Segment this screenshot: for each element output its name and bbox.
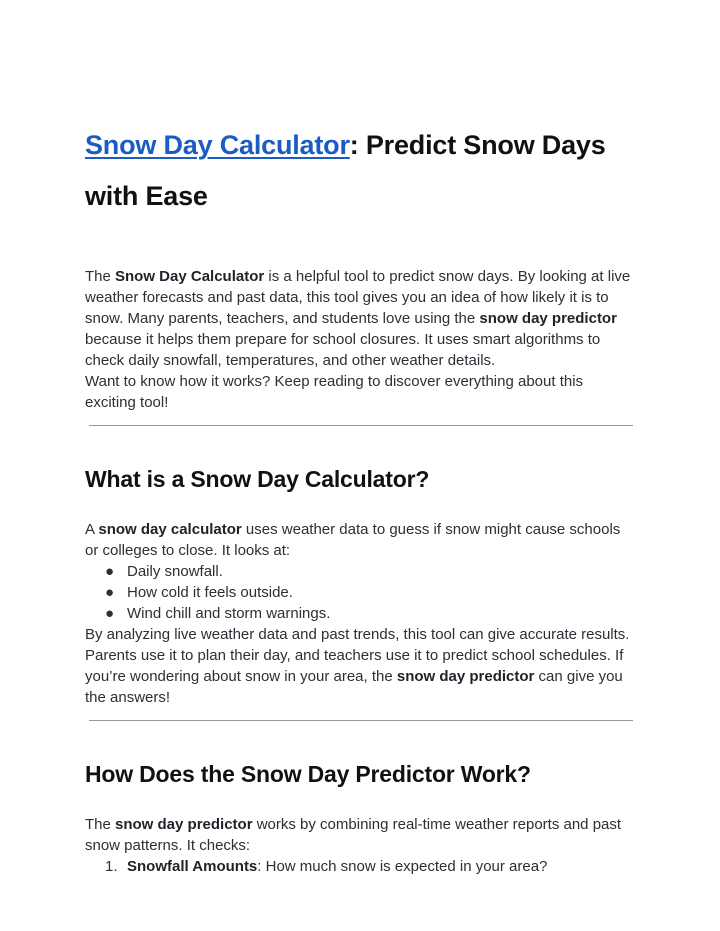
list-item-text: : How much snow is expected in your area? [257,858,548,875]
list-item [85,582,635,603]
bullet-icon: ● [105,563,115,580]
list-item [85,603,635,624]
bullet-list [85,561,635,624]
section2-paragraph [85,814,635,856]
bold-text: Snow Day Calculator [115,268,265,285]
list-item-text: How cold it feels outside. [127,584,293,601]
text-run: The [85,816,116,833]
page-title [85,120,635,222]
bold-text: snow day predictor [115,816,253,833]
section1-paragraph-2 [85,624,635,708]
bold-text: Snowfall Amounts [127,858,258,875]
bullet-icon: ● [105,605,115,622]
section1-paragraph [85,519,635,561]
list-item-text: Wind chill and storm warnings. [127,605,331,622]
intro-paragraph-2: Want to know how it works? Keep reading to discover everything about this exciting tool! [85,373,584,411]
section-divider [89,720,633,721]
intro-paragraph [85,266,635,371]
text-run: uses weather data to guess if snow might cause schools or colleges to close. It looks at: [85,521,621,559]
text-run: By analyzing live weather data and past trends, this tool can give accurate results. Parents use it to plan their day, and teachers use it to predict school schedules. If you’re wondering about snow in your area, the [85,626,630,685]
list-item-text: Daily snowfall. [127,563,223,580]
list-item [85,561,635,582]
text-run: works by combining real-time weather reports and past snow patterns. It checks: [85,816,622,854]
text-run: because it helps them prepare for school closures. It uses smart algorithms to check daily snowfall, temperatures, and other weather details. [85,331,601,369]
title-rest: : Predict Snow Days with Ease [85,130,606,211]
text-run: is a helpful tool to predict snow days. By looking at live weather forecasts and past data, this tool gives you an idea of how likely it is to snow. Many parents, teachers, and students love using the [85,268,631,327]
section-divider [89,425,633,426]
list-item [85,856,635,877]
section-heading: How Does the Snow Day Predictor Work? [85,761,531,787]
bold-text: snow day predictor [396,668,535,685]
bullet-icon: ● [105,584,115,601]
bold-text: snow day predictor [479,310,617,327]
list-number: 1. [105,858,118,875]
text-run: can give you the answers! [85,668,623,706]
numbered-list [85,856,635,877]
document-content [85,120,635,877]
bold-text: snow day calculator [98,521,242,538]
text-run: The [85,268,116,285]
text-run: A [85,521,99,538]
section-heading: What is a Snow Day Calculator? [85,466,430,492]
title-link[interactable]: Snow Day Calculator [85,130,350,160]
